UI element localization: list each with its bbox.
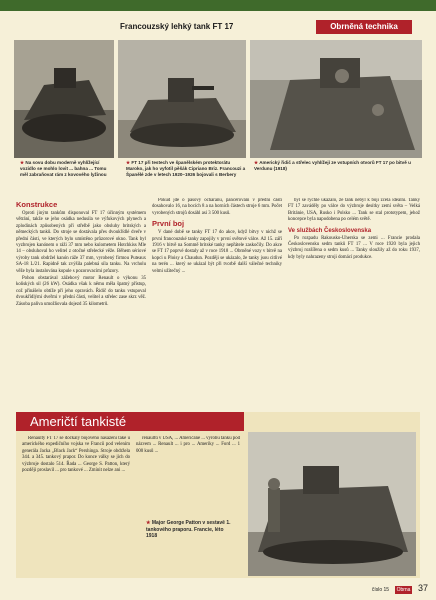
issue-number: číslo 15 <box>371 587 390 593</box>
star-icon: ★ <box>126 160 132 165</box>
tank-illustration <box>118 40 246 158</box>
caption-photo1 <box>20 160 112 178</box>
photo-american-crew <box>250 40 422 158</box>
paragraph: byl se rychle ukázalo, že tank nebyl k boji zcela ideální. Tanky FT 17 zaváděly po válce do výzbroje desítky zemí světa – Velká Británie, USA, Rusko i Polsko ... Tank se stal prototypem, jehož koncepce byla napodobena po celém světě. <box>288 198 420 223</box>
article-column-1 <box>16 198 146 408</box>
americti-title: Američtí tankisté <box>16 412 244 431</box>
photo-tank-morocco <box>118 40 246 158</box>
heading-prvni-boj: První boj <box>152 219 185 229</box>
photo-tank-rear <box>14 40 114 158</box>
page-footer <box>372 583 428 594</box>
article-column-2 <box>152 198 282 408</box>
star-icon: ★ <box>146 520 152 526</box>
paragraph: Renaulty FT 17 se dočkaly bojového nasazení také u amerického expedičního vojska ve Francii pod velením generála Jacka „Black Jack“ Pershinga. Stroje obdržela 344. a 345. tankový prapor. Do konce války se jich do výzbroje dostalo 514. Řada ... George S. Patton, který později proslavil ... pro tankové ... Zmínit nelze ani ... <box>22 436 130 474</box>
caption-photo2 <box>126 160 246 178</box>
americti-column-2 <box>136 436 240 572</box>
top-color-bar <box>0 0 436 11</box>
article-column-3 <box>288 198 420 408</box>
page-header-title: Francouzský lehký tank FT 17 <box>120 22 234 31</box>
tank-illustration <box>248 432 416 576</box>
caption-text: Na sovu dobu moderně vyhlížející vozidlo se mohlo lovit ... bahna ... Tomu měl zabraňovat rám z kovového lyžinou <box>20 160 107 177</box>
paragraph: V dané době se tanky FT 17 do akce, když bitvy v nichž se první francouzské tanky zapojily v první světové válce. Až 15. září 1916 v bitvě na Sommě britské tanky nepřátele zaskočily. Do akce se FT 17 poprvé dostaly až v roce 1918 ... Obrněné vozy v bitvě na kopci u Ploisy a Chaudun. Později se ukázalo, že tanky jsou citlivé na terén ... který se ukázal být při tvorbě další válečné techniky velmi užitečný ... <box>152 230 282 274</box>
heading-konstrukce: Konstrukce <box>16 200 58 209</box>
caption-text: Americký řidič a střelec vyhlížejí ze vstupních otvorů FT 17 po bitvě u Verdunu (1918) <box>254 160 411 171</box>
star-icon: ★ <box>20 160 26 165</box>
section-tag: Obrněná technika <box>316 20 412 34</box>
caption-photo3 <box>254 160 414 172</box>
caption-patton <box>146 520 236 540</box>
caption-text: FT 17 při testech ve španělském protektorátu Maroko, jak ho vyfotil pěšák Cipriano Briz. Francouzi a Španělé zde v letech 1920–1926 bojovali s Berbery <box>126 160 246 177</box>
brand-logo: Obrna <box>396 587 411 593</box>
americti-tankiste-box <box>16 412 420 578</box>
caption-text: Major George Patton v sestavě 1. tankového praporu. Francie, léto 1918 <box>146 520 231 539</box>
tank-illustration <box>250 40 422 158</box>
paragraph: Pokud jde o pásový ocharanu, pancéřování v přední části dosahovalo 16, na bocích 8 a na horních částech stroje 6 mm. Počet vyrobených strojů dosáhl asi 3 500 kusů. <box>152 198 282 216</box>
paragraph: renaultů v USA, ... Američané ... výrobu tanku pod názvem ... Renault ... i pro ... Ameriky ... Ford ... 1 000 kusů ... <box>136 436 240 454</box>
paragraph: Pohon obstarával zážehový motor Renault o výkonu 35 koňských sil (26 kW). Osádka však k němu měla špatný přístup, což přinášelo obtíže při jeho opravách. Řidič do tanku vstupoval dvoukřídlými dveřmi v přední části, velitel a střelec zase skrz věž. Zásoba paliva umožňovala dojezd 35 kilometrů. <box>16 276 146 307</box>
page-number: 37 <box>417 583 428 593</box>
photo-patton <box>248 432 416 576</box>
americti-column-1 <box>22 436 130 572</box>
tank-illustration <box>14 40 114 158</box>
paragraph: Po rozpadu Rakousko-Uherska se zemi ... Francie prodala Československu sedm tanků FT 17 ... V roce 1920 byla jejich výzbroj rozšířena o sedm kusů ... Tanky sloužily až do roku 1937, kdy byly nahrazeny stroji domácí produkce. <box>288 235 420 260</box>
star-icon: ★ <box>254 160 260 165</box>
paragraph: Oproti jiným tankům disponoval FT 17 účinným systémem větrání, takže se jeho osádka nedusila ve výfukových plynech a zplodinách způsobených při střelbě jako obsluhy britských a německých tanků. Do stroje se dostávala přes dvoukřídlé dveře v přední části, ve kterých bylo umístěno průzorové okno. Tank byl vyzbrojen kanónem o ráži 37 mm nebo kulometem Hotchkiss Mle 14 – obsluhoval ho velitel z otočné střelecké věže. Během sériové výroby tank obdržel kanón ráže 37 mm, vyrobený firmou Puteaux SA-18 L/21. Rapidně tak zvýšila palebná síla tanku. Na vrcholu věže byla instalována kopule s pozorovacími průzory. <box>16 211 146 274</box>
heading-ceskoslovensko: Ve službách Československa <box>288 227 372 234</box>
